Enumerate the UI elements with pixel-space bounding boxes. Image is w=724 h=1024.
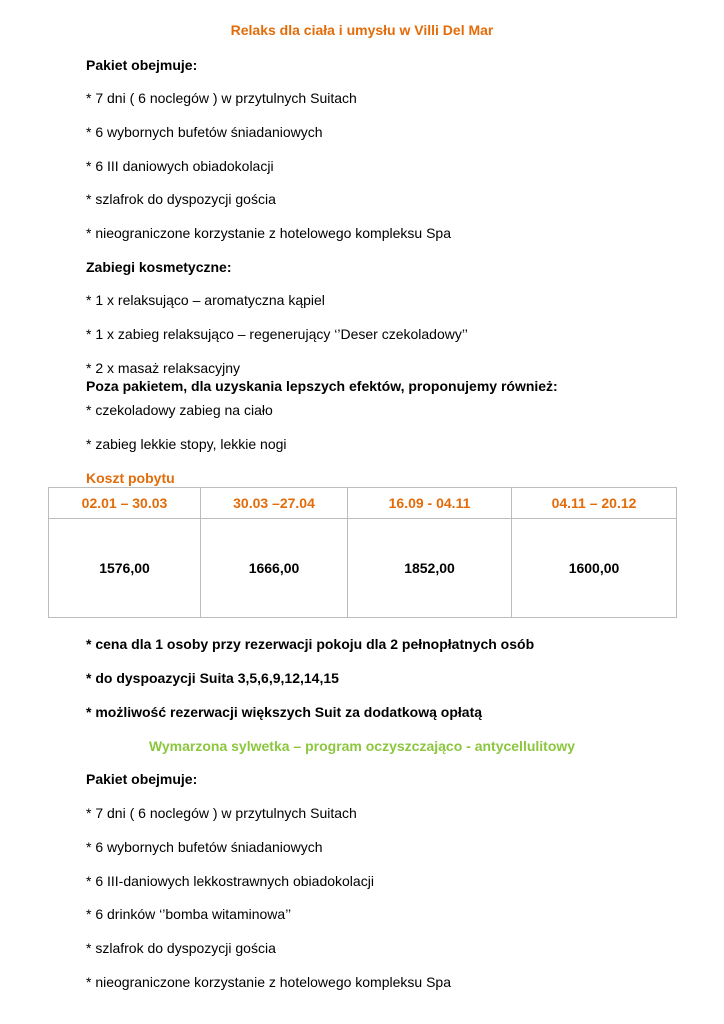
list-item: * szlafrok do dyspozycji gościa: [86, 191, 276, 207]
price-cell: 1666,00: [201, 519, 348, 618]
price-cell: 1852,00: [348, 519, 512, 618]
price-table: [48, 487, 677, 618]
list-item: * 6 III daniowych obiadokolacji: [86, 158, 274, 174]
package-heading: Pakiet obejmuje:: [86, 771, 198, 787]
note: * możliwość rezerwacji większych Suit za dodatkową opłatą: [86, 704, 483, 720]
list-item: * czekoladowy zabieg na ciało: [86, 402, 273, 418]
list-item: * nieograniczone korzystanie z hotelowego kompleksu Spa: [86, 225, 451, 241]
list-item: * 2 x masaż relaksacyjny: [86, 360, 241, 376]
note: * do dyspoazycji Suita 3,5,6,9,12,14,15: [86, 670, 339, 686]
list-item: * 6 drinków ‘’bomba witaminowa’’: [86, 906, 292, 922]
list-item: * 1 x zabieg relaksująco – regenerujący ‘’Deser czekoladowy’’: [86, 326, 468, 342]
period-cell: 16.09 - 04.11: [348, 488, 512, 519]
price-table-values-row: [49, 519, 677, 618]
list-item: * 6 wybornych bufetów śniadaniowych: [86, 124, 323, 140]
note: * cena dla 1 osoby przy rezerwacji pokoju dla 2 pełnopłatnych osób: [86, 636, 535, 652]
list-item: * zabieg lekkie stopy, lekkie nogi: [86, 436, 287, 452]
list-item: * 6 wybornych bufetów śniadaniowych: [86, 839, 323, 855]
period-cell: 02.01 – 30.03: [49, 488, 201, 519]
period-cell: 04.11 – 20.12: [512, 488, 677, 519]
section1-title: Relaks dla ciała i umysłu w Villi Del Mar: [230, 22, 494, 38]
section2-title: Wymarzona sylwetka – program oczyszczająco - antycellulitowy: [148, 738, 576, 754]
price-table-header-row: [49, 488, 677, 519]
extras-heading: Poza pakietem, dla uzyskania lepszych efektów, proponujemy również:: [86, 378, 558, 394]
period-cell: 30.03 –27.04: [201, 488, 348, 519]
treatments-heading: Zabiegi kosmetyczne:: [86, 259, 232, 275]
list-item: * 7 dni ( 6 noclegów ) w przytulnych Suitach: [86, 90, 357, 106]
list-item: * 1 x relaksująco – aromatyczna kąpiel: [86, 292, 325, 308]
package-heading: Pakiet obejmuje:: [86, 57, 198, 73]
price-cell: 1600,00: [512, 519, 677, 618]
price-cell: 1576,00: [49, 519, 201, 618]
list-item: * nieograniczone korzystanie z hotelowego kompleksu Spa: [86, 974, 451, 990]
list-item: * szlafrok do dyspozycji gościa: [86, 940, 276, 956]
list-item: * 6 III-daniowych lekkostrawnych obiadokolacji: [86, 873, 374, 889]
cost-heading: Koszt pobytu: [86, 470, 175, 486]
list-item: * 7 dni ( 6 noclegów ) w przytulnych Suitach: [86, 805, 357, 821]
